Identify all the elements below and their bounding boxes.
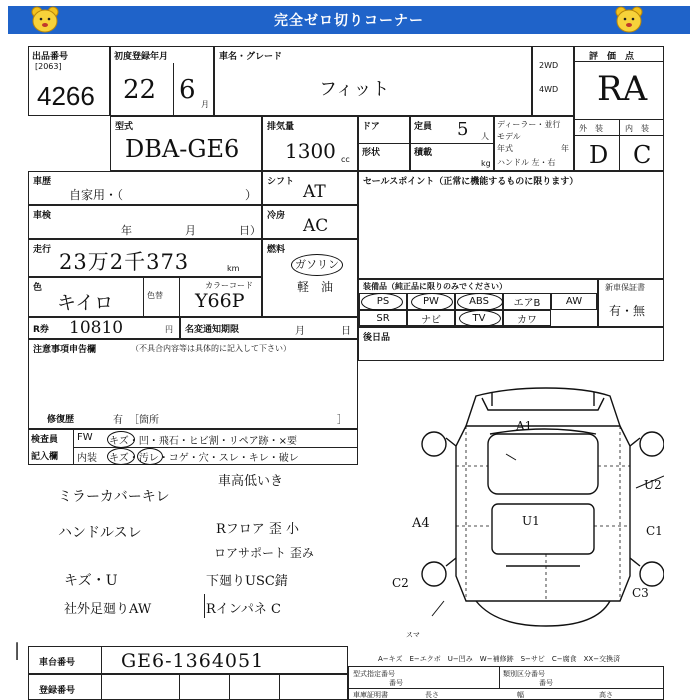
- new-warranty-cell: [598, 279, 664, 327]
- remark-handle: ハンドルスレ: [58, 525, 142, 541]
- capacity-label: 定員: [414, 122, 433, 132]
- inspection-cell: [28, 205, 262, 239]
- mark-c1: C1: [646, 524, 663, 538]
- mark-a1: A1: [516, 419, 533, 433]
- repair-place: ［箇所: [129, 415, 159, 426]
- inspector-int: 内装: [77, 453, 97, 464]
- model-name-cell: [214, 46, 532, 116]
- new-warranty-value: 有・無: [609, 304, 646, 318]
- notes-label: 注意事項申告欄: [33, 345, 97, 355]
- fuel-gasoline: ガソリン: [295, 258, 339, 271]
- color-label: 色: [33, 283, 43, 293]
- dealer-line3-unit: 年: [561, 144, 569, 153]
- equip-navi: ナビ: [421, 314, 441, 326]
- equip-abs: ABS: [469, 296, 489, 307]
- capacity-unit: 人: [481, 132, 489, 141]
- chassis-number: GE6-1364051: [121, 650, 265, 672]
- recycle-value: 10810: [69, 318, 124, 338]
- sales-point-cell: [358, 171, 664, 279]
- margin-mark: |: [14, 640, 21, 661]
- remark-lowered: 車高低いき: [218, 474, 284, 489]
- repair-has: 有: [113, 415, 123, 426]
- capacity-value: 5: [457, 119, 469, 140]
- chassis-cell: [28, 646, 348, 674]
- notes-cell: [28, 339, 358, 429]
- inspector-int-items: キズ・汚レ・コゲ・穴・スレ・キレ・破レ: [109, 453, 299, 464]
- remark-rear-panel: Rインパネ C: [206, 602, 281, 617]
- lot-number: 4266: [37, 81, 95, 111]
- equip-pw: PW: [423, 296, 439, 307]
- name-change-label: 名変通知期限: [185, 325, 240, 335]
- mark-u1: U1: [522, 514, 540, 528]
- grade-score: RA: [597, 69, 648, 109]
- displacement-unit: cc: [341, 155, 350, 164]
- mark-a4: A4: [412, 516, 430, 531]
- footer-height: 高さ: [599, 691, 613, 699]
- drive-cell: [532, 46, 574, 116]
- dealer-line2: モデル: [497, 132, 521, 141]
- fuel-diesel: 軽 油: [297, 280, 334, 294]
- remark-mirror: ミラーカバーキレ: [58, 489, 170, 505]
- auction-sheet: [14, 46, 664, 699]
- registration-cell: [28, 674, 348, 700]
- dealer-line3: 年式: [497, 144, 513, 153]
- usage-label: 車歴: [33, 177, 52, 187]
- model-name-value: フィット: [319, 79, 390, 100]
- remark-suspension: 社外足廻りAW: [64, 602, 152, 617]
- ext-label: 外 装: [579, 124, 603, 133]
- fuel-cell: [262, 239, 358, 317]
- fuel-label: 燃料: [267, 245, 286, 255]
- footer-type-no-label: 型式指定番号: [353, 670, 395, 678]
- color-code-label: カラーコード: [205, 281, 253, 290]
- repair-label: 修復歴: [47, 415, 75, 425]
- remark-undercarriage: 下廻りUSC錆: [206, 574, 288, 589]
- recycle-label: R券: [33, 325, 49, 335]
- inspector-fw-items: キズ・凹・飛石・ヒビ割・リペア跡・×要: [109, 436, 297, 447]
- ac-value: AC: [303, 216, 329, 236]
- footer-class-no-label: 類別区分番号: [503, 670, 545, 678]
- post-delivery-cell: [358, 327, 664, 361]
- grade-label: 評 価 点: [589, 52, 635, 62]
- equip-aw: AW: [565, 296, 583, 307]
- lot-label: 出品番号: [32, 52, 69, 62]
- type-label: 型式: [115, 122, 134, 132]
- int-label: 内 装: [625, 124, 649, 133]
- shape-label: 形状: [362, 148, 381, 158]
- mileage-label: 走行: [33, 245, 52, 255]
- drive-4wd: 4WD: [539, 85, 559, 94]
- color-value: キイロ: [57, 292, 114, 314]
- chassis-label: 車台番号: [39, 658, 76, 668]
- post-delivery-label: 後日品: [363, 333, 391, 343]
- remark-lower-support: ロアサポート 歪み: [214, 546, 314, 560]
- dealer-line1: ディーラー・並行: [497, 120, 561, 129]
- mileage-cell: [28, 239, 262, 277]
- ac-cell: [262, 205, 358, 239]
- inspection-day: 日）: [239, 224, 261, 237]
- remark-scratch: キズ・U: [64, 573, 118, 589]
- dealer-cell: [494, 116, 574, 171]
- remark-rear-floor: Rフロア 歪 小: [216, 522, 300, 537]
- name-change-cell: [180, 317, 358, 339]
- inspector-fw: FW: [77, 432, 93, 443]
- usage-close: ）: [245, 188, 258, 202]
- mileage-unit: km: [227, 264, 240, 273]
- usage-cell: [28, 171, 262, 205]
- new-warranty-label: 新車保証書: [605, 283, 645, 292]
- doors-cell: [358, 116, 410, 171]
- damage-legend: A−キズ E−エクボ U−凹み W−補修跡 S−サビ C−腐食 XX−交換済: [378, 655, 621, 663]
- int-grade: C: [633, 141, 652, 169]
- equipment-label: 装備品（純正品に限りのみでください）: [363, 282, 507, 291]
- diagram-legend-mark: スマ: [406, 631, 420, 639]
- banner-title: 完全ゼロ切りコーナー: [274, 13, 424, 29]
- first-reg-month: 6: [179, 75, 196, 105]
- mark-u2: U2: [644, 478, 662, 492]
- name-change-day: 日: [341, 326, 351, 337]
- equip-airbag: エアB: [513, 298, 541, 309]
- inspection-month: 月: [185, 224, 196, 237]
- repair-close: ］: [337, 415, 347, 426]
- color-code: Y66P: [195, 290, 245, 312]
- inspection-label: 車検: [33, 211, 52, 221]
- footer-length: 長さ: [425, 691, 439, 699]
- inspector-cell: [28, 429, 358, 465]
- bear-mascot-icon: [28, 4, 62, 34]
- month-unit: 月: [201, 100, 209, 109]
- lot-cell: [28, 46, 110, 116]
- shift-cell: [262, 171, 358, 205]
- first-reg-cell: [110, 46, 214, 116]
- drive-2wd: 2WD: [539, 61, 559, 70]
- footer-class-no-sub: 番号: [539, 679, 553, 687]
- header-banner: [8, 6, 690, 34]
- type-cell: [110, 116, 262, 171]
- footer-type-no-sub: 番号: [389, 679, 403, 687]
- registration-label: 登録番号: [39, 686, 76, 696]
- notes-sub: （不具合内容等は具体的に記入して下さい）: [131, 344, 291, 353]
- doors-label: ドア: [362, 122, 380, 132]
- footer-codes: [348, 666, 664, 700]
- sales-point-label: セールスポイント（正常に機能するものに限ります）: [363, 177, 579, 187]
- dealer-line4: ハンドル 左・右: [497, 158, 556, 167]
- equip-sr: SR: [376, 312, 390, 324]
- ext-grade: D: [589, 141, 609, 169]
- inspector-label1: 検査員: [31, 435, 59, 445]
- usage-value: 自家用・（: [69, 188, 124, 202]
- footer-width: 幅: [517, 691, 524, 699]
- inspection-year: 年: [121, 224, 132, 237]
- bear-mascot-icon: [612, 4, 646, 34]
- first-reg-label: 初度登録年月: [114, 52, 169, 62]
- equipment-cell: [358, 279, 598, 327]
- model-name-label: 車名・グレード: [219, 52, 283, 62]
- lot-sub: [2063]: [35, 62, 62, 71]
- color-change-label: 色替: [147, 291, 163, 300]
- shift-value: AT: [303, 182, 326, 202]
- capacity-cell: [410, 116, 494, 171]
- displacement-cell: [262, 116, 358, 171]
- name-change-month: 月: [295, 326, 305, 337]
- equip-ps: PS: [376, 296, 390, 307]
- inspector-label2: 記入欄: [31, 452, 59, 462]
- first-reg-year: 22: [123, 75, 157, 105]
- ac-label: 冷房: [267, 211, 286, 221]
- load-label: 積載: [414, 148, 433, 158]
- type-value: DBA-GE6: [125, 135, 240, 163]
- mileage-value: 23万2千373: [59, 250, 190, 274]
- equip-leather: カワ: [517, 314, 537, 326]
- displacement-value: 1300: [285, 139, 336, 163]
- displacement-label: 排気量: [267, 122, 295, 132]
- recycle-cell: [28, 317, 180, 339]
- equip-tv: TV: [472, 312, 486, 324]
- grade-cell: [574, 46, 664, 171]
- footer-garage-cert: 車庫証明書: [353, 691, 388, 699]
- mark-c2: C2: [392, 576, 409, 590]
- recycle-unit: 円: [165, 325, 173, 334]
- shift-label: シフト: [267, 177, 295, 187]
- color-cell: [28, 277, 262, 317]
- load-unit: kg: [481, 159, 491, 168]
- mark-c3: C3: [632, 586, 649, 600]
